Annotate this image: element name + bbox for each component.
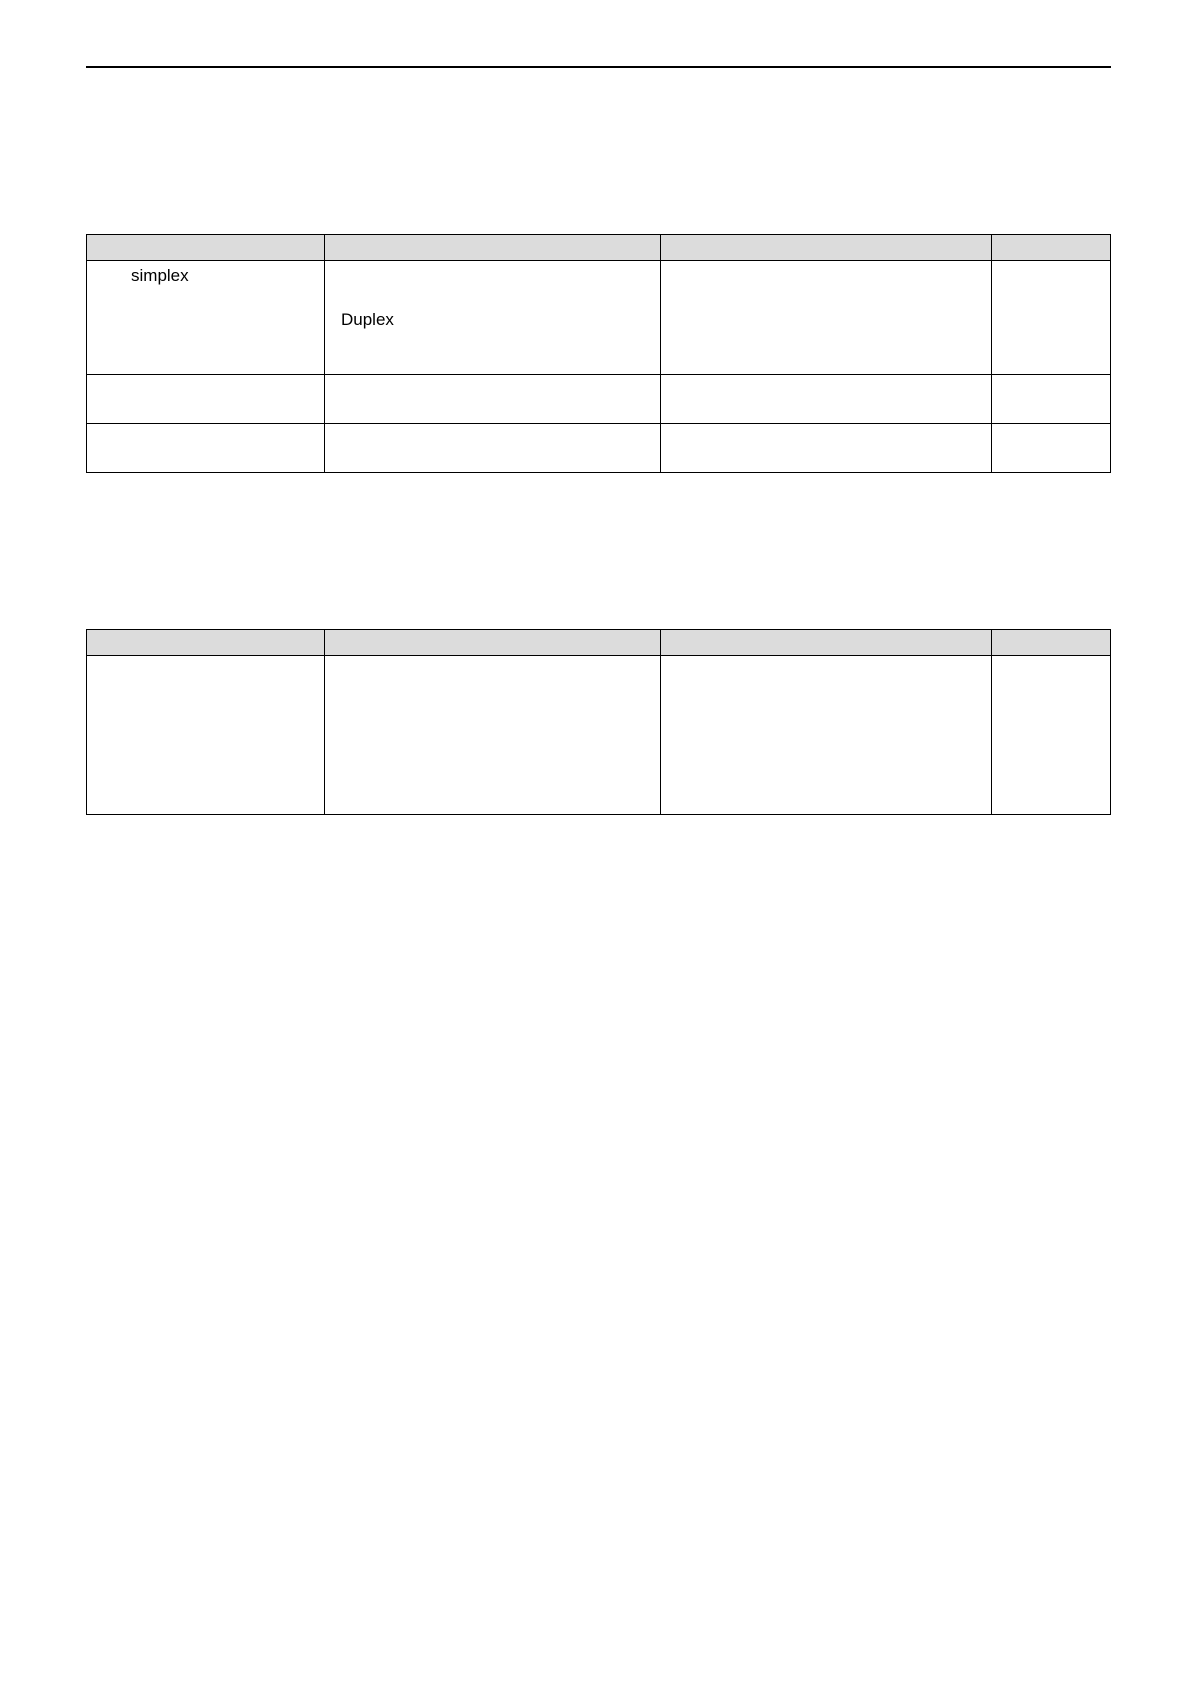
table-cell	[87, 656, 325, 815]
table-cell	[992, 656, 1111, 815]
table-1	[86, 234, 1111, 473]
table-1-header-cell-2	[325, 235, 661, 261]
table-cell	[992, 424, 1111, 473]
table-cell	[87, 261, 325, 375]
table-cell	[992, 261, 1111, 375]
table-2-header-cell-4	[992, 630, 1111, 656]
table-cell	[661, 261, 992, 375]
table-2-header-cell-2	[325, 630, 661, 656]
table-cell	[661, 375, 992, 424]
table-cell	[325, 375, 661, 424]
table-cell	[87, 375, 325, 424]
table-2-header-row	[87, 630, 1111, 656]
table-row	[87, 261, 1111, 375]
table-2-header-cell-3	[661, 630, 992, 656]
table-cell	[87, 424, 325, 473]
simplex-text: simplex	[131, 266, 189, 285]
table-1-header-row	[87, 235, 1111, 261]
table-cell	[992, 375, 1111, 424]
header-rule	[86, 66, 1111, 68]
duplex-text: Duplex	[341, 310, 394, 329]
table-cell	[325, 424, 661, 473]
table-cell	[325, 656, 661, 815]
table-cell	[661, 656, 992, 815]
table-row	[87, 656, 1111, 815]
table-1-header-cell-1	[87, 235, 325, 261]
table-cell	[325, 261, 661, 375]
table-row	[87, 424, 1111, 473]
table-2	[86, 629, 1111, 815]
table-1-header-cell-3	[661, 235, 992, 261]
table-2-header-cell-1	[87, 630, 325, 656]
table-1-header-cell-4	[992, 235, 1111, 261]
table-row	[87, 375, 1111, 424]
table-cell	[661, 424, 992, 473]
